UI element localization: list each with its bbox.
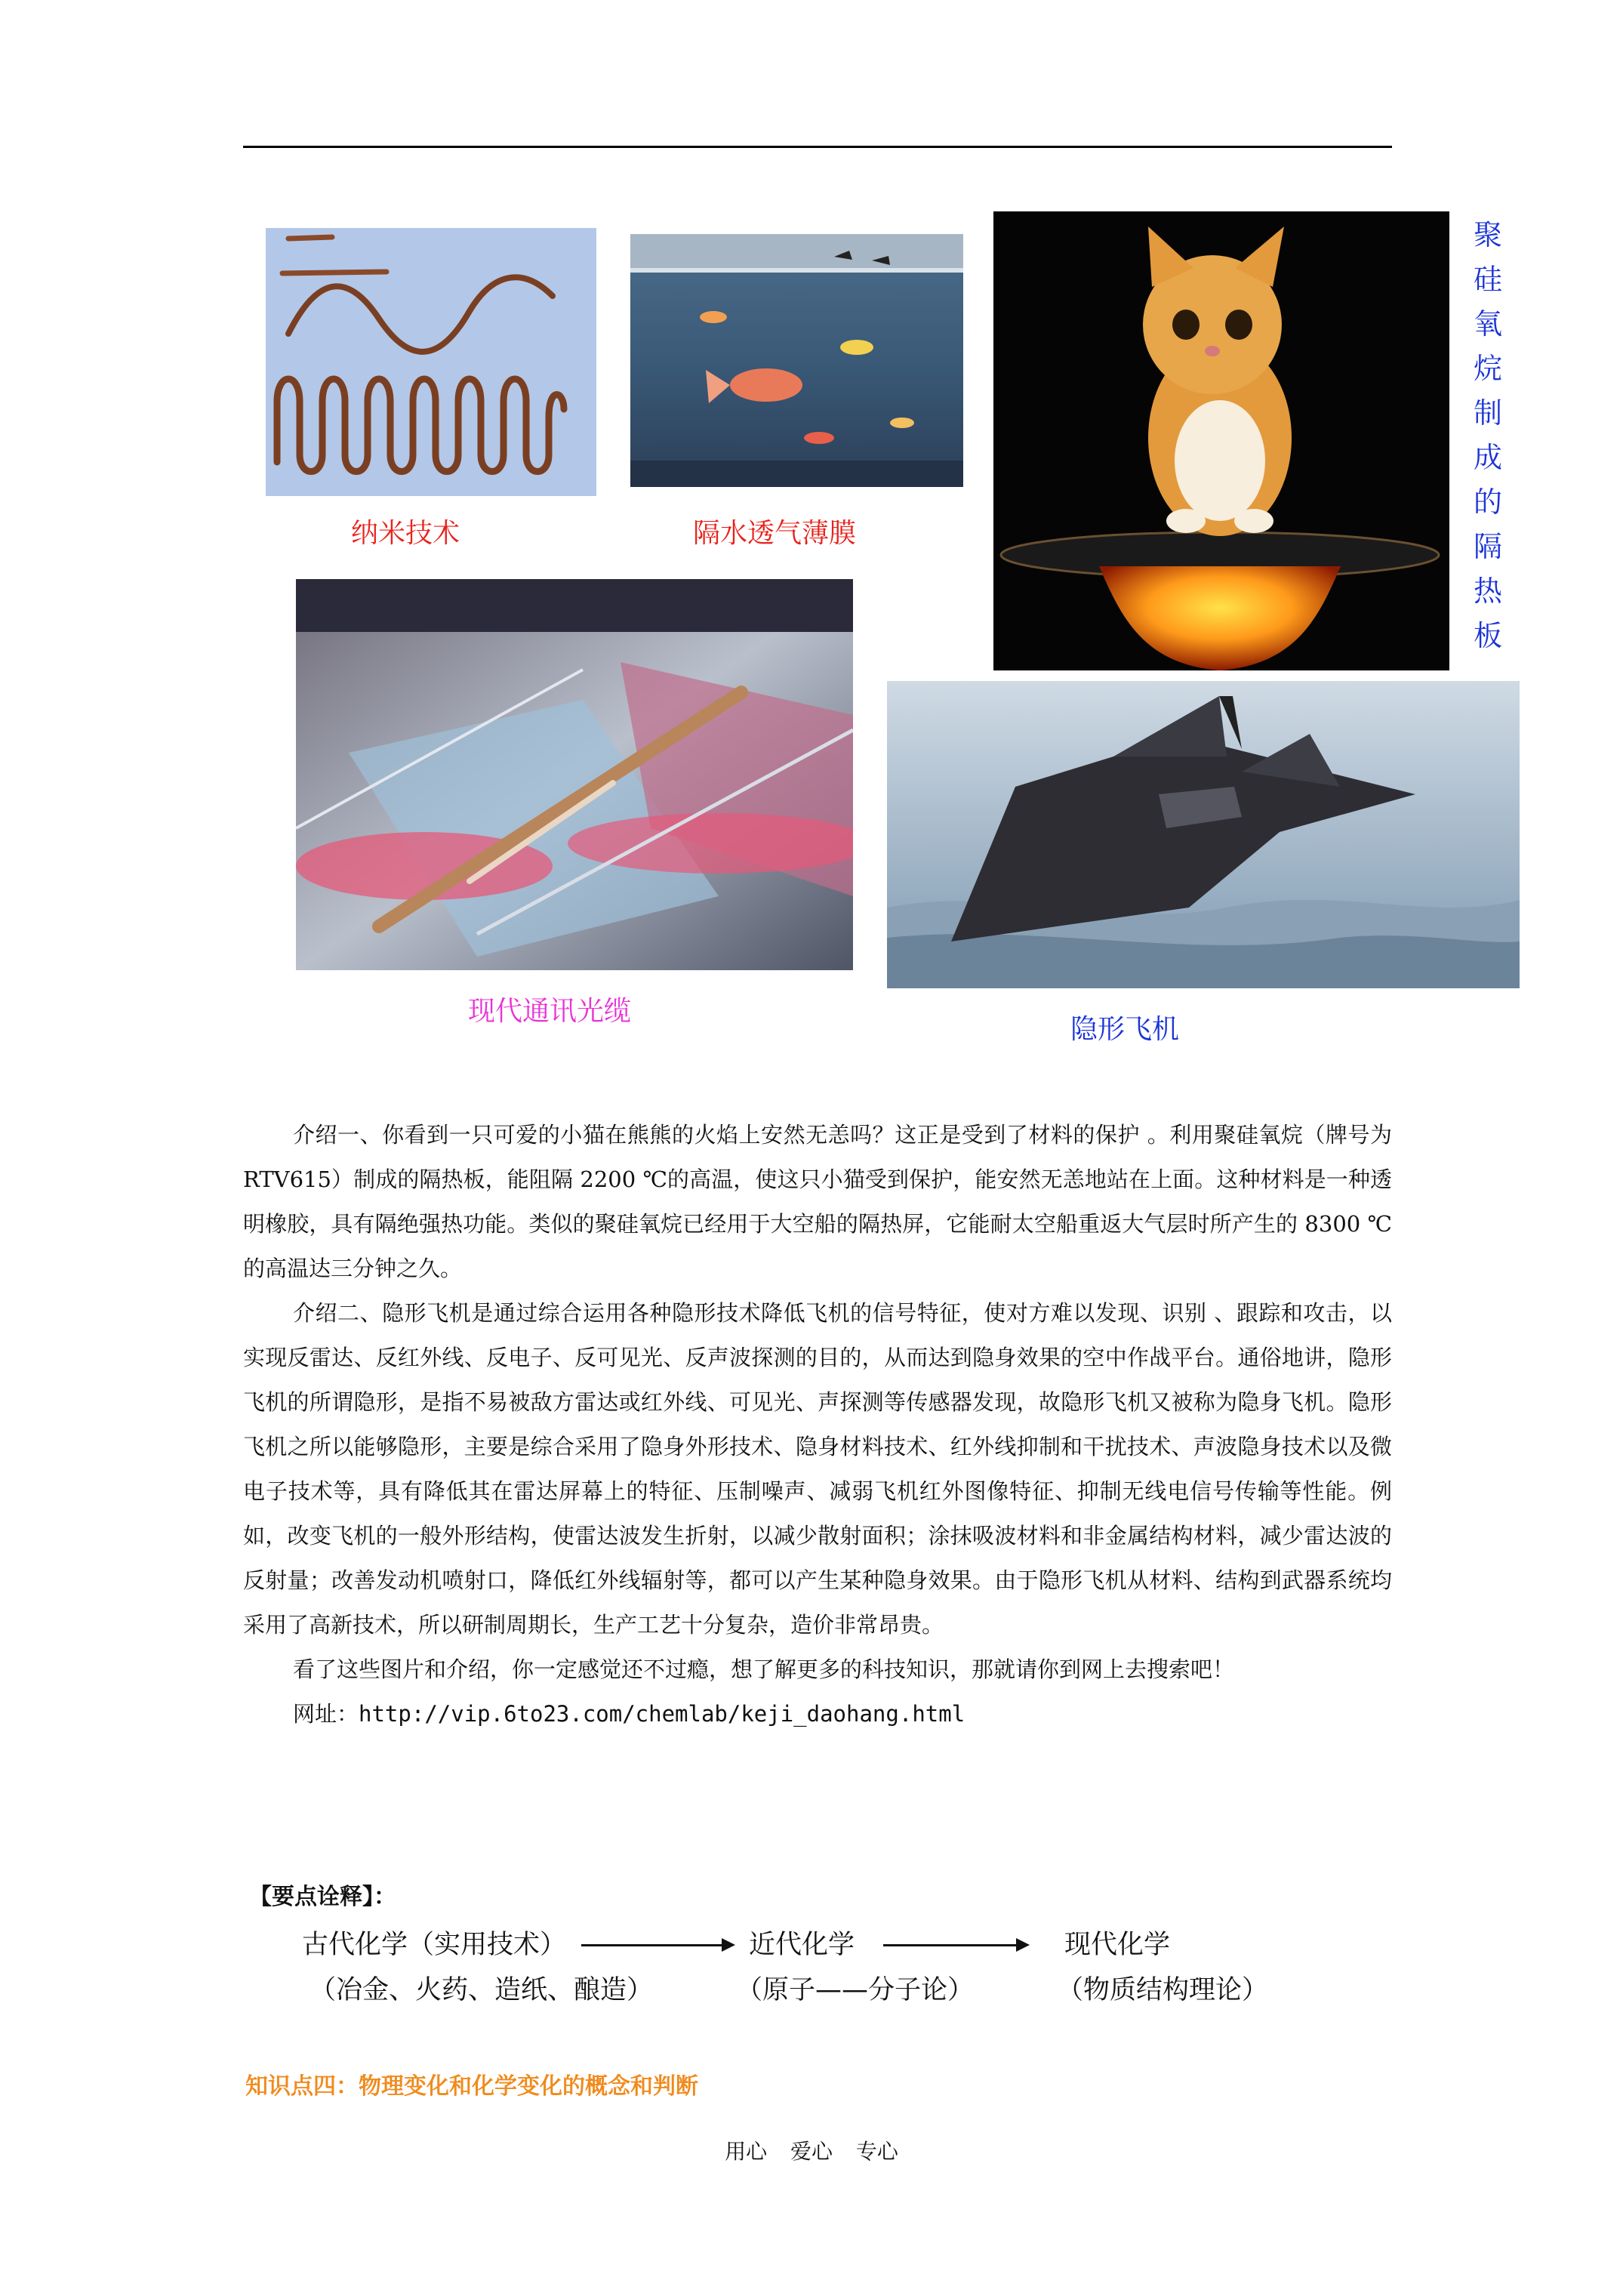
waterproof-membrane-caption: 隔水透气薄膜	[693, 518, 857, 549]
intro-url-line	[243, 1692, 1392, 1737]
stealth-aircraft-image	[887, 681, 1520, 988]
key-points-title: 【要点诠释】：	[249, 1884, 396, 1910]
contemporary-chemistry-label: 现代化学	[1064, 1930, 1171, 1960]
flow-arrow-1	[581, 1944, 732, 1946]
ancient-chemistry-detail: （冶金、火药、造纸、酿造）	[310, 1975, 654, 2005]
url-link[interactable]: http://vip.6to23.com/chemlab/keji_daohang.html	[359, 1701, 965, 1727]
section-heading: 知识点四：物理变化和化学变化的概念和判断	[245, 2073, 698, 2100]
intro-paragraph-3: 看了这些图片和介绍，你一定感觉还不过瘾，想了解更多的科技知识，那就请你到网上去搜索吧！	[293, 1657, 1235, 1682]
intro-text	[243, 1113, 1392, 1737]
nano-technology-image	[266, 228, 596, 496]
intro-paragraph-2: 介绍二、隐形飞机是通过综合运用各种隐形技术降低飞机的信号特征，使对方难以发现、识别 、跟踪和攻击，以实现反雷达、反红外线、反电子、反可见光、反声波探测的目的，从而达到隐身效果的空中作战平台。通俗地讲，隐形飞机的所谓隐形，是指不易被敌方雷达或红外线、可见光、声探测等传感器发现，故隐形飞机又被称为隐身飞机。隐形飞机之所以能够隐形，主要是综合采用了隐身外形技术、隐身材料技术、红外线抑制和干扰技术、声波隐身技术以及微电子技术等，具有降低其在雷达屏幕上的特征、压制噪声、减弱飞机红外图像特征、抑制无线电信号传输等性能。例如，改变飞机的一般外形结构，使雷达波发生折射，以减少散射面积；涂抹吸波材料和非金属结构材料，减少雷达波的反射量；改善发动机喷射口，降低红外线辐射等，都可以产生某种隐身效果。由于隐形飞机从材料、结构到武器系统均采用了高新技术，所以研制周期长，生产工艺十分复杂，造价非常昂贵。	[243, 1300, 1392, 1638]
kitten-heat-shield-image	[993, 211, 1449, 670]
intro-paragraph-1: 介绍一、你看到一只可爱的小猫在熊熊的火焰上安然无恙吗？这正是受到了材料的保护 。利用聚硅氧烷（牌号为 RTV615）制成的隔热板，能阻隔 2200 ℃的高温，使这只小猫受到保护，能安然无恙地站在上面。这种材料是一种透明橡胶，具有隔绝强热功能。类似的聚硅氧烷已经用于大空船的隔热屏，它能耐太空船重返大气层时所产生的 8300 ℃的高温达三分钟之久。	[243, 1122, 1392, 1281]
page-footer: 用心 爱心 专心	[725, 2139, 898, 2164]
silicone-heat-shield-caption: 聚硅氧烷制成的隔热板	[1473, 218, 1502, 652]
flow-arrow-2	[883, 1944, 1027, 1946]
contemporary-chemistry-detail: （物质结构理论）	[1057, 1975, 1269, 2005]
optical-cable-caption: 现代通讯光缆	[468, 996, 632, 1027]
modern-chemistry-detail: （原子——分子论）	[736, 1975, 975, 2005]
stealth-aircraft-caption: 隐形飞机	[1070, 1014, 1180, 1045]
ancient-chemistry-label: 古代化学（实用技术）	[302, 1930, 567, 1960]
modern-chemistry-label: 近代化学	[749, 1930, 855, 1960]
waterproof-membrane-image	[630, 234, 963, 487]
header-rule	[243, 146, 1392, 148]
url-label: 网址：	[293, 1701, 359, 1727]
nano-technology-caption: 纳米技术	[351, 518, 460, 549]
optical-cable-image	[296, 579, 853, 970]
